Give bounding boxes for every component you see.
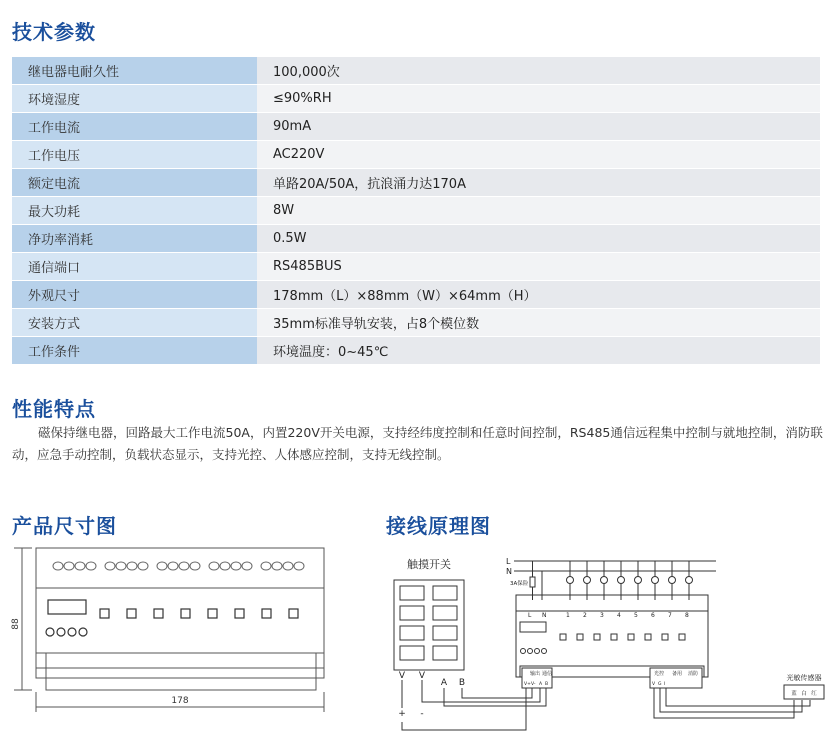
channel-button	[560, 634, 566, 640]
spec-key: 额定电流	[12, 169, 257, 197]
spec-key: 工作电流	[12, 113, 257, 141]
channel-button	[611, 634, 617, 640]
term-g: G	[658, 682, 662, 687]
terminal-bump	[294, 562, 304, 570]
load-lamp	[584, 577, 591, 584]
spec-key: 环境湿度	[12, 85, 257, 113]
channel-button	[628, 634, 634, 640]
channel-button	[289, 609, 298, 618]
spec-table	[12, 57, 820, 365]
spec-row	[12, 253, 820, 281]
channel-button	[235, 609, 244, 618]
spec-value: 35mm标准导轨安装，占8个模位数	[257, 309, 820, 337]
spec-key: 通信端口	[12, 253, 257, 281]
channel-number: 8	[685, 612, 689, 619]
spec-row	[12, 197, 820, 225]
term-l: L	[528, 612, 532, 619]
channel-button	[594, 634, 600, 640]
indicator-led	[528, 649, 533, 654]
term-a: A	[539, 682, 543, 687]
spec-value: 8W	[257, 197, 820, 225]
load-lamp	[618, 577, 625, 584]
spec-key: 外观尺寸	[12, 281, 257, 309]
spec-value: AC220V	[257, 141, 820, 169]
v-plus-label: V	[398, 671, 406, 681]
spec-value: 90mA	[257, 113, 820, 141]
term-b: B	[545, 682, 549, 687]
spec-row	[12, 169, 820, 197]
channel-number: 1	[566, 612, 570, 619]
channel-button	[127, 609, 136, 618]
spec-value: 178mm（L）×88mm（W）×64mm（H）	[257, 281, 820, 309]
term-v: V	[652, 682, 656, 687]
spec-key: 工作条件	[12, 337, 257, 365]
spec-row	[12, 57, 820, 85]
b-label: B	[458, 678, 466, 688]
touch-key	[433, 626, 457, 640]
terminal-bump	[157, 562, 167, 570]
load-lamp	[601, 577, 608, 584]
load-lamp	[686, 577, 693, 584]
fuse-label: 3A保险	[510, 581, 529, 587]
spec-row	[12, 113, 820, 141]
spec-value: RS485BUS	[257, 253, 820, 281]
channel-number: 2	[583, 612, 587, 619]
wiring-title: 接线原理图	[386, 514, 491, 538]
features-text: 磁保持继电器，回路最大工作电流50A，内置220V开关电源，支持经纬度控制和任意时间控制，RS485通信远程集中控制与就地控制，消防联动，应急手动控制，负载状态显示，支持光控、人体感应控制，支持无线控制。	[12, 425, 823, 462]
spec-value: 单路20A/50A，抗浪涌力达170A	[257, 169, 820, 197]
channel-button	[100, 609, 109, 618]
spec-row	[12, 281, 820, 309]
wire-color-white: 白	[801, 691, 807, 697]
load-lamp	[635, 577, 642, 584]
wire-color-blue: 蓝	[791, 691, 797, 697]
touch-key	[400, 626, 424, 640]
spec-value: 0.5W	[257, 225, 820, 253]
spec-value: ≤90%RH	[257, 85, 820, 113]
features-title: 性能特点	[12, 397, 96, 421]
terminal-bump	[86, 562, 96, 570]
spec-row	[12, 85, 820, 113]
minus-sign: -	[420, 709, 424, 719]
channel-button	[577, 634, 583, 640]
touch-key	[433, 606, 457, 620]
dimension-drawing	[0, 540, 340, 730]
output-label: 输出	[530, 671, 541, 677]
load-lamp	[567, 577, 574, 584]
touch-switch-label: 触摸开关	[407, 558, 451, 571]
channel-button	[181, 609, 190, 618]
dimension-title: 产品尺寸图	[12, 514, 117, 538]
spec-key: 安装方式	[12, 309, 257, 337]
a-label: A	[440, 678, 448, 688]
term-n: N	[542, 612, 547, 619]
terminal-bump	[283, 562, 293, 570]
line-l-label: L	[506, 557, 511, 566]
terminal-bump	[168, 562, 178, 570]
comm-label: 通信	[542, 671, 553, 677]
indicator-led	[57, 628, 65, 636]
spec-row	[12, 141, 820, 169]
indicator-led	[521, 649, 526, 654]
spec-row	[12, 225, 820, 253]
term-v-plus: V+	[524, 682, 531, 687]
channel-number: 5	[634, 612, 638, 619]
wire-color-red: 红	[811, 691, 817, 697]
terminal-bump	[53, 562, 63, 570]
channel-button	[645, 634, 651, 640]
indicator-led	[79, 628, 87, 636]
terminal-bump	[116, 562, 126, 570]
term-i: I	[664, 682, 666, 687]
channel-button	[662, 634, 668, 640]
terminal-bump	[231, 562, 241, 570]
touch-key	[433, 646, 457, 660]
specs-title: 技术参数	[12, 20, 96, 44]
load-lamp	[652, 577, 659, 584]
indicator-led	[46, 628, 54, 636]
load-lamp	[669, 577, 676, 584]
channel-button	[154, 609, 163, 618]
spec-row	[12, 309, 820, 337]
terminal-bump	[127, 562, 137, 570]
term-v-minus: V-	[531, 682, 536, 687]
fire-label: 消防	[688, 671, 699, 677]
spec-key: 继电器电耐久性	[12, 57, 257, 85]
terminal-bump	[220, 562, 230, 570]
terminal-bump	[209, 562, 219, 570]
channel-number: 3	[600, 612, 604, 619]
spec-key: 净功率消耗	[12, 225, 257, 253]
touch-key	[433, 586, 457, 600]
width-label: 178	[171, 696, 189, 706]
v-minus-label: V	[418, 671, 426, 681]
terminal-bump	[75, 562, 85, 570]
wiring-diagram	[380, 540, 836, 735]
terminal-bump	[64, 562, 74, 570]
spec-key: 工作电压	[12, 141, 257, 169]
spec-key: 最大功耗	[12, 197, 257, 225]
channel-button	[262, 609, 271, 618]
line-n-label: N	[506, 567, 512, 576]
terminal-bump	[261, 562, 271, 570]
channel-number: 6	[651, 612, 655, 619]
terminal-bump	[272, 562, 282, 570]
sensor-label: 光敏传感器	[786, 674, 822, 682]
touch-key	[400, 586, 424, 600]
terminal-bump	[105, 562, 115, 570]
touch-key	[400, 606, 424, 620]
indicator-led	[542, 649, 547, 654]
channel-number: 4	[617, 612, 621, 619]
spec-value: 100,000次	[257, 57, 820, 85]
light-label: 光控	[654, 671, 665, 677]
touch-key	[400, 646, 424, 660]
plus-sign: +	[398, 709, 406, 719]
indicator-led	[68, 628, 76, 636]
indicator-led	[535, 649, 540, 654]
spec-row	[12, 337, 820, 365]
channel-button	[208, 609, 217, 618]
height-label: 88	[11, 618, 21, 630]
terminal-bump	[179, 562, 189, 570]
channel-number: 7	[668, 612, 672, 619]
spec-value: 环境温度：0~45℃	[257, 337, 820, 365]
reserve-label: 备用	[672, 671, 683, 677]
terminal-bump	[138, 562, 148, 570]
channel-button	[679, 634, 685, 640]
terminal-bump	[190, 562, 200, 570]
terminal-bump	[242, 562, 252, 570]
